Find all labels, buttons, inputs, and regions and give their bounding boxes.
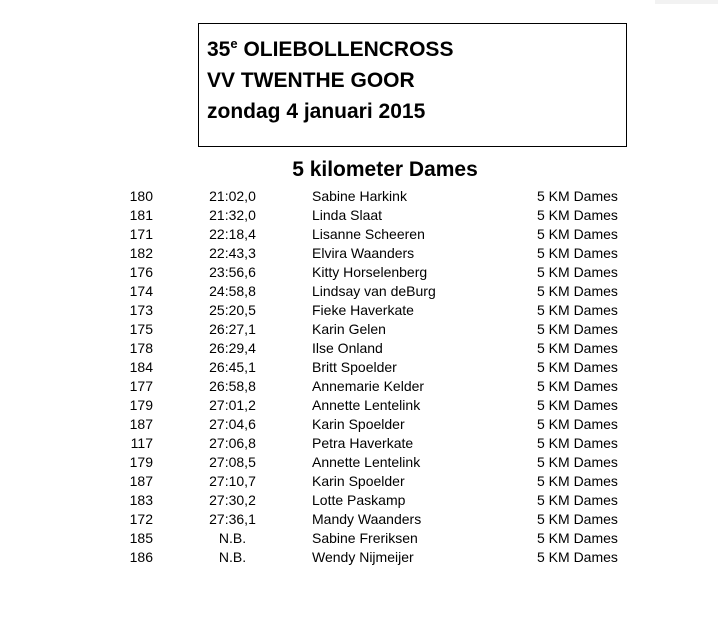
bib-number: 171 [129,226,153,242]
category-label: 5 KM Dames [537,340,618,356]
finish-time: 26:45,1 [209,359,256,375]
category-label: 5 KM Dames [537,511,618,527]
finish-time: 21:02,0 [209,188,256,204]
category-label: 5 KM Dames [537,207,618,223]
runner-name: Karin Gelen [312,321,386,337]
runner-name: Lisanne Scheeren [312,226,425,242]
page-corner-mark [655,0,718,4]
result-row [0,187,718,206]
club-name: VV TWENTHE GOOR [207,69,415,92]
result-row [0,225,718,244]
runner-name: Britt Spoelder [312,359,397,375]
result-row [0,377,718,396]
result-row [0,453,718,472]
runner-name: Sabine Harkink [312,188,407,204]
result-row [0,320,718,339]
bib-number: 186 [129,549,153,565]
bib-number: 187 [129,416,153,432]
runner-name: Annette Lentelink [312,454,421,470]
category-label: 5 KM Dames [537,245,618,261]
runner-name: Karin Spoelder [312,416,405,432]
result-row [0,472,718,491]
bib-number: 173 [129,302,153,318]
result-row [0,434,718,453]
result-row [0,548,718,567]
event-title [207,34,626,65]
section-title: 5 kilometer Dames [292,158,478,181]
bib-number: 178 [129,340,153,356]
result-row [0,263,718,282]
category-label: 5 KM Dames [537,226,618,242]
finish-time: N.B. [218,530,247,546]
runner-name: Lotte Paskamp [312,492,406,508]
bib-number: 180 [129,188,153,204]
runner-name: Linda Slaat [312,207,383,223]
category-label: 5 KM Dames [537,378,618,394]
category-label: 5 KM Dames [537,416,618,432]
result-row [0,396,718,415]
runner-name: Ilse Onland [312,340,383,356]
runner-name: Lindsay van deBurg [312,283,436,299]
bib-number: 172 [129,511,153,527]
bib-number: 176 [129,264,153,280]
bib-number: 177 [129,378,153,394]
category-label: 5 KM Dames [537,264,618,280]
bib-number: 179 [129,397,153,413]
category-label: 5 KM Dames [537,473,618,489]
event-date: zondag 4 januari 2015 [207,100,426,123]
runner-name: Elvira Waanders [312,245,415,261]
finish-time: 26:29,4 [209,340,256,356]
finish-time: 25:20,5 [209,302,256,318]
runner-name: Petra Haverkate [312,435,414,451]
result-row [0,206,718,225]
result-row [0,529,718,548]
finish-time: 23:56,6 [209,264,256,280]
result-row [0,282,718,301]
bib-number: 117 [130,435,153,451]
title-box [198,23,627,147]
runner-name: Sabine Freriksen [312,530,418,546]
bib-number: 184 [129,359,153,375]
finish-time: 26:27,1 [209,321,256,337]
result-row [0,415,718,434]
event-name: OLIEBOLLENCROSS [243,38,454,61]
bib-number: 182 [129,245,153,261]
bib-number: 185 [129,530,153,546]
finish-time: 24:58,8 [209,283,256,299]
bib-number: 183 [129,492,153,508]
result-row [0,301,718,320]
finish-time: 21:32,0 [209,207,256,223]
bib-number: 174 [129,283,153,299]
bib-number: 179 [129,454,153,470]
category-label: 5 KM Dames [537,454,618,470]
bib-number: 181 [129,207,153,223]
bib-number: 187 [129,473,153,489]
result-row [0,339,718,358]
event-number-suffix: e [230,36,238,51]
finish-time: 27:36,1 [209,511,256,527]
category-label: 5 KM Dames [537,530,618,546]
event-number: 35 [207,38,231,61]
finish-time: N.B. [218,549,247,565]
finish-time: 27:30,2 [209,492,256,508]
finish-time: 22:18,4 [209,226,256,242]
result-row [0,510,718,529]
finish-time: 27:06,8 [209,435,256,451]
runner-name: Kitty Horselenberg [312,264,428,280]
result-row [0,491,718,510]
finish-time: 27:04,6 [209,416,256,432]
category-label: 5 KM Dames [537,549,618,565]
runner-name: Annemarie Kelder [312,378,425,394]
finish-time: 26:58,8 [209,378,256,394]
category-label: 5 KM Dames [537,188,618,204]
category-label: 5 KM Dames [537,397,618,413]
finish-time: 22:43,3 [209,245,256,261]
result-row [0,244,718,263]
category-label: 5 KM Dames [537,492,618,508]
finish-time: 27:01,2 [209,397,256,413]
runner-name: Fieke Haverkate [312,302,414,318]
runner-name: Mandy Waanders [312,511,422,527]
runner-name: Annette Lentelink [312,397,421,413]
runner-name: Karin Spoelder [312,473,405,489]
finish-time: 27:08,5 [209,454,256,470]
category-label: 5 KM Dames [537,435,618,451]
result-row [0,358,718,377]
results-list [0,187,718,567]
finish-time: 27:10,7 [209,473,256,489]
runner-name: Wendy Nijmeijer [312,549,414,565]
category-label: 5 KM Dames [537,321,618,337]
category-label: 5 KM Dames [537,283,618,299]
bib-number: 175 [129,321,153,337]
category-label: 5 KM Dames [537,359,618,375]
category-label: 5 KM Dames [537,302,618,318]
